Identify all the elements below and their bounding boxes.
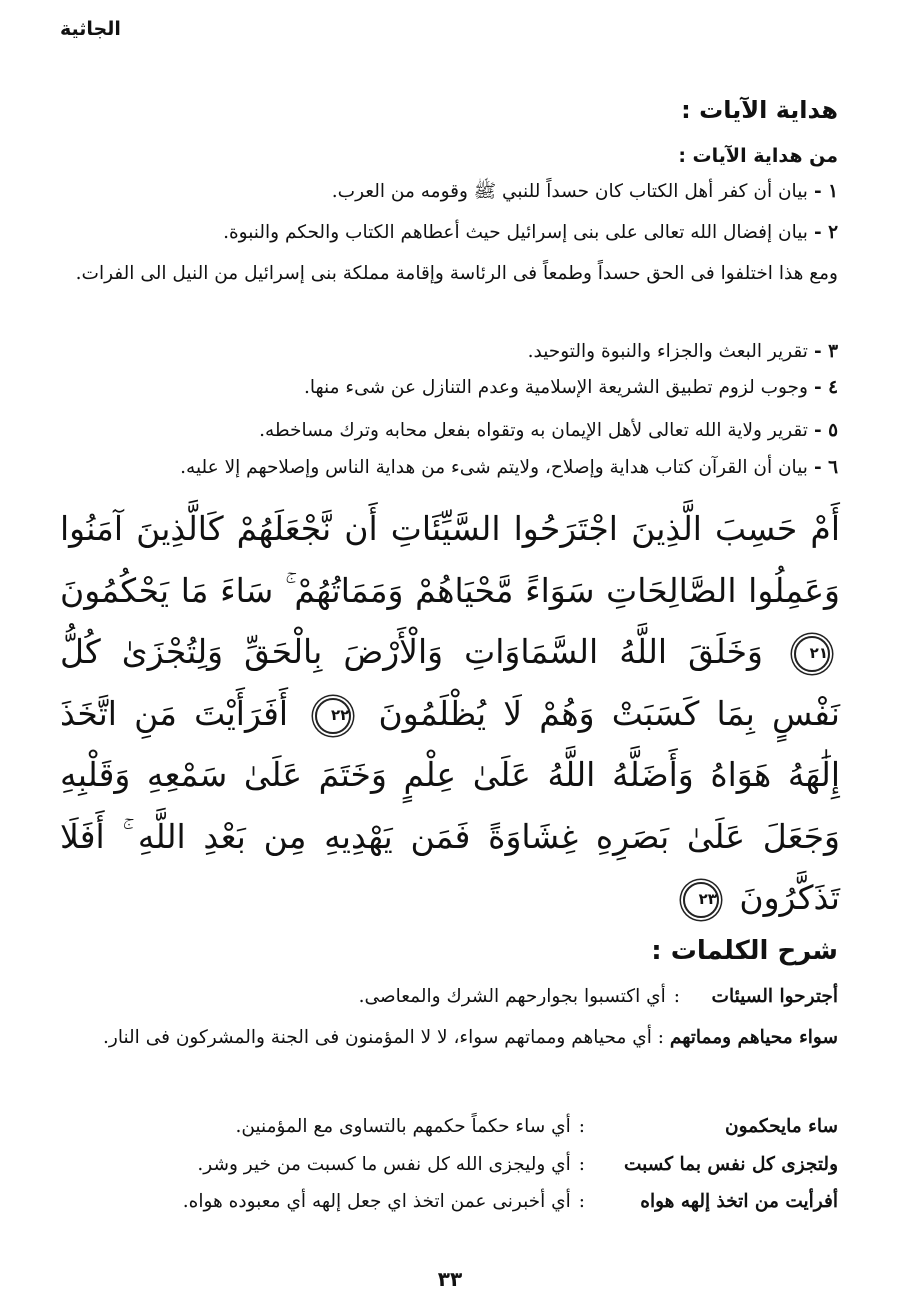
point-text: بيان أن القرآن كتاب هداية وإصلاح، ولايتم شىء من هداية الناس وإصلاحهم إلا عليه. — [180, 457, 808, 478]
glossary-item-2 — [70, 1017, 838, 1059]
glossary-item-5 — [60, 1185, 838, 1219]
guidance-point-4 — [60, 374, 838, 402]
point-number: ٦ - — [813, 457, 838, 478]
glossary-colon: : — [578, 1191, 585, 1212]
ayah-number-22: ٢٢ — [315, 698, 351, 734]
guidance-subheading: من هداية الآيات : — [678, 145, 838, 167]
point-text: بيان إفضال الله تعالى على بنى إسرائيل حيث أعطاهم الكتاب والحكم والنبوة. — [223, 222, 808, 243]
point-number: ٤ - — [813, 377, 838, 398]
glossary-colon: : — [578, 1116, 585, 1137]
guidance-heading: هداية الآيات : — [681, 96, 838, 124]
point-text: بيان أن كفر أهل الكتاب كان حسداً للنبي ﷺ وقومه من العرب. — [331, 181, 808, 202]
glossary-term: ولتجزى كل نفس بما كسبت — [624, 1154, 838, 1175]
point-text: وجوب لزوم تطبيق الشريعة الإسلامية وعدم التنازل عن شىء منها. — [304, 377, 808, 398]
glossary-item-4 — [60, 1148, 838, 1182]
glossary-definition: أي أخبرنى عمن اتخذ اي جعل إلهه أي معبوده هواه. — [182, 1191, 571, 1212]
point-number: ٢ - — [813, 222, 838, 243]
guidance-point-3 — [60, 338, 838, 366]
glossary-definition: أي ساء حكماً حكمهم بالتساوى مع المؤمنين. — [235, 1116, 571, 1137]
point-number: ١ - — [813, 181, 838, 202]
verse-22: وَخَلَقَ اللَّهُ السَّمَاوَاتِ وَالْأَرْضَ بِالْحَقِّ وَلِتُجْزَىٰ كُلُّ نَفْسٍ بِمَا كَسَبَتْ وَهُمْ لَا يُظْلَمُونَ — [60, 632, 840, 733]
glossary-term: أجترحوا السيئات — [711, 986, 838, 1007]
verse-21: أَمْ حَسِبَ الَّذِينَ اجْتَرَحُوا السَّيِّئَاتِ أَن نَّجْعَلَهُمْ كَالَّذِينَ آمَنُوا وَعَمِلُوا الصَّالِحَاتِ سَوَاءً مَّحْيَاهُمْ وَمَمَاتُهُمْ ۚ سَاءَ مَا يَحْكُمُونَ — [60, 509, 840, 610]
glossary-term: أفرأيت من اتخذ إلهه هواه — [640, 1191, 838, 1212]
point-text: تقرير البعث والجزاء والنبوة والتوحيد. — [527, 341, 808, 362]
page-number: ٣٣ — [437, 1267, 463, 1291]
guidance-point-1 — [60, 178, 838, 206]
glossary-item-1 — [60, 980, 838, 1014]
glossary-colon: : — [578, 1154, 585, 1175]
ayah-number-21: ٢١ — [794, 636, 830, 672]
running-head: الجاثية — [60, 18, 121, 40]
glossary-heading: شرح الكلمات : — [651, 936, 838, 966]
ayah-number-23: ٢٣ — [683, 882, 719, 918]
glossary-definition: أي وليجزى الله كل نفس ما كسبت من خير وشر. — [197, 1154, 571, 1175]
glossary-definition: أي اكتسبوا بجوارحهم الشرك والمعاصى. — [358, 986, 666, 1007]
glossary-term: سواء محياهم ومماتهم — [669, 1027, 838, 1048]
guidance-paragraph: ومع هذا اختلفوا فى الحق حسداً وطمعاً فى الرئاسة وإقامة مملكة بنى إسرائيل من النيل الى الفرات. — [75, 263, 838, 284]
glossary-colon: : — [657, 1027, 665, 1048]
glossary-term: ساء مايحكمون — [725, 1116, 838, 1137]
glossary-item-3 — [60, 1110, 838, 1144]
point-text: تقرير ولاية الله تعالى لأهل الإيمان به وتقواه بفعل محابه وترك مساخطه. — [259, 420, 808, 441]
glossary-colon: : — [673, 986, 680, 1007]
verse-23: أَفَرَأَيْتَ مَنِ اتَّخَذَ إِلَٰهَهُ هَوَاهُ وَأَضَلَّهُ اللَّهُ عَلَىٰ عِلْمٍ وَخَتَمَ عَلَىٰ سَمْعِهِ وَقَلْبِهِ وَجَعَلَ عَلَىٰ بَصَرِهِ غِشَاوَةً فَمَن يَهْدِيهِ مِن بَعْدِ اللَّهِ ۚ أَفَلَا تَذَكَّرُونَ — [60, 693, 840, 917]
glossary-definition: أي محياهم ومماتهم سواء، لا لا المؤمنون فى الجنة والمشركون فى النار. — [103, 1027, 652, 1048]
guidance-point-2 — [60, 219, 838, 247]
guidance-point-5 — [60, 417, 838, 445]
point-number: ٥ - — [813, 420, 838, 441]
guidance-point-6 — [60, 454, 838, 482]
quran-verses — [60, 498, 840, 929]
point-number: ٣ - — [813, 341, 838, 362]
